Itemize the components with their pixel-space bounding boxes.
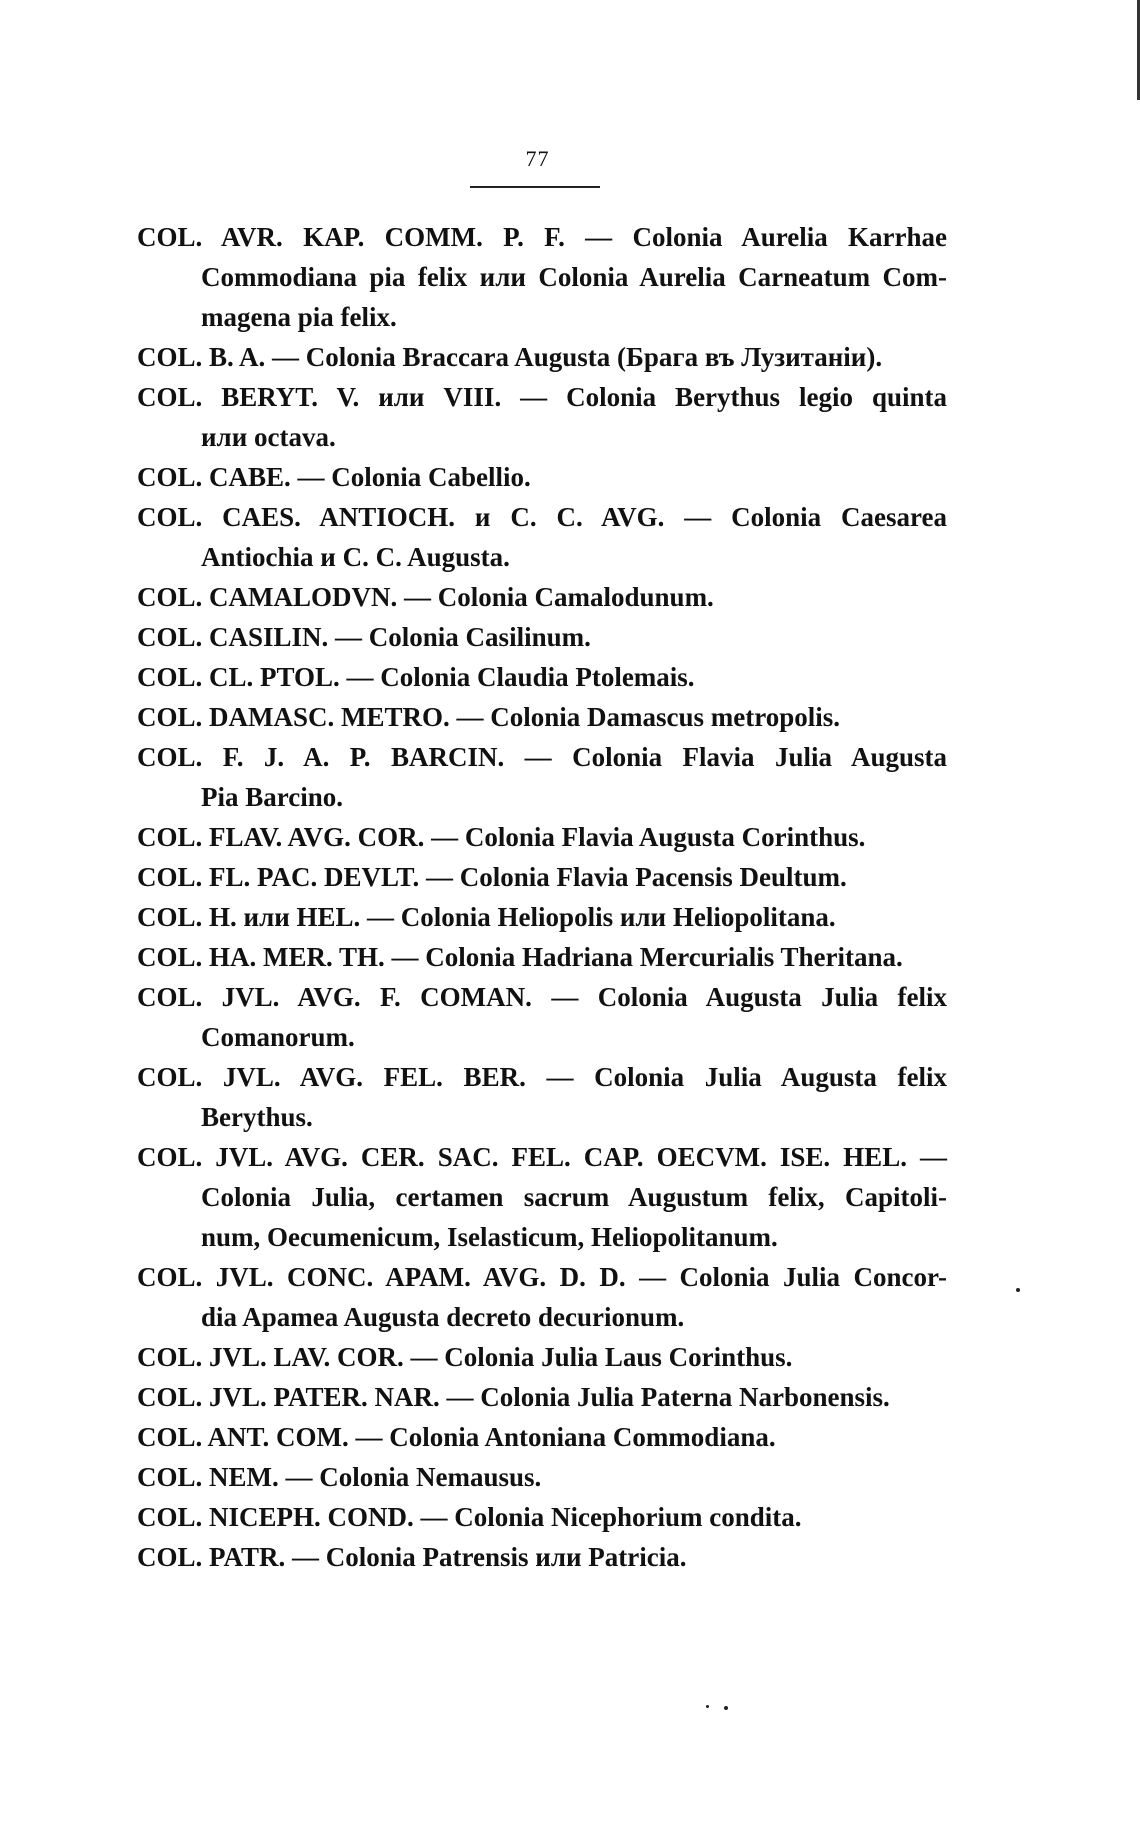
entry-line: COL. AVR. KAP. COMM. P. F. — Colonia Aurelia Karrhae bbox=[137, 222, 947, 252]
entry-line: COL. NEM. — Colonia Nemausus. bbox=[137, 1462, 542, 1492]
entry-line: COL. FLAV. AVG. COR. — Colonia Flavia Augusta Corinthus. bbox=[137, 822, 866, 852]
entry-continuation-line: dia Apamea Augusta decreto decurionum. bbox=[201, 1302, 685, 1332]
list-entry bbox=[137, 737, 947, 817]
entry-line: COL. DAMASC. METRO. — Colonia Damascus metropolis. bbox=[137, 702, 841, 732]
list-entry bbox=[137, 337, 947, 377]
abbreviation-list bbox=[137, 217, 947, 1577]
entry-line: COL. JVL. LAV. COR. — Colonia Julia Laus Corinthus. bbox=[137, 1342, 793, 1372]
entry-continuation-line: Pia Barcino. bbox=[201, 782, 344, 812]
entry-line: COL. FL. PAC. DEVLT. — Colonia Flavia Pacensis Deultum. bbox=[137, 862, 847, 892]
entry-line: COL. CASILIN. — Colonia Casilinum. bbox=[137, 622, 591, 652]
entry-line: COL. F. J. A. P. BARCIN. — Colonia Flavia Julia Augusta bbox=[137, 742, 947, 772]
entry-continuation-line: или octava. bbox=[201, 422, 336, 452]
list-entry bbox=[137, 1337, 947, 1377]
entry-line: COL. HA. MER. TH. — Colonia Hadriana Mercurialis Theritana. bbox=[137, 942, 903, 972]
print-speck bbox=[724, 1706, 728, 1710]
entry-continuation-line: num, Oecumenicum, Iselasticum, Heliopolitanum. bbox=[201, 1222, 778, 1252]
entry-line: COL. JVL. AVG. F. COMAN. — Colonia Augusta Julia felix bbox=[137, 982, 947, 1012]
list-entry bbox=[137, 937, 947, 977]
list-entry bbox=[137, 1057, 947, 1137]
list-entry bbox=[137, 1377, 947, 1417]
list-entry bbox=[137, 977, 947, 1057]
entry-line: COL. H. или HEL. — Colonia Heliopolis или Heliopolitana. bbox=[137, 902, 836, 932]
list-entry bbox=[137, 897, 947, 937]
list-entry bbox=[137, 857, 947, 897]
list-entry bbox=[137, 217, 947, 337]
entry-line: COL. CABE. — Colonia Cabellio. bbox=[137, 462, 531, 492]
entry-continuation-line: Comanorum. bbox=[201, 1022, 355, 1052]
entry-continuation-line: Commodiana pia felix или Colonia Aurelia Carneatum Com- bbox=[201, 262, 947, 292]
page-number: 77 bbox=[525, 146, 550, 171]
list-entry bbox=[137, 817, 947, 857]
entry-continuation-line: Berythus. bbox=[201, 1102, 313, 1132]
print-speck bbox=[706, 1705, 709, 1708]
entry-line: COL. CL. PTOL. — Colonia Claudia Ptolemais. bbox=[137, 662, 695, 692]
list-entry bbox=[137, 1457, 947, 1497]
list-entry bbox=[137, 1497, 947, 1537]
entry-line: COL. JVL. AVG. CER. SAC. FEL. CAP. OECVM. ISE. HEL. — bbox=[137, 1142, 947, 1172]
entry-continuation-line: Antiochia и C. C. Augusta. bbox=[201, 542, 510, 572]
list-entry bbox=[137, 697, 947, 737]
list-entry bbox=[137, 657, 947, 697]
entry-continuation-line: magena pia felix. bbox=[201, 302, 397, 332]
entry-line: COL. CAMALODVN. — Colonia Camalodunum. bbox=[137, 582, 714, 612]
print-speck bbox=[1016, 1288, 1020, 1292]
entry-continuation-line: Colonia Julia, certamen sacrum Augustum felix, Capitoli- bbox=[201, 1182, 947, 1212]
page-number-rule bbox=[470, 186, 600, 188]
list-entry bbox=[137, 457, 947, 497]
entry-line: COL. NICEPH. COND. — Colonia Nicephorium condita. bbox=[137, 1502, 802, 1532]
list-entry bbox=[137, 617, 947, 657]
entry-line: COL. ANT. COM. — Colonia Antoniana Commodiana. bbox=[137, 1422, 776, 1452]
list-entry bbox=[137, 577, 947, 617]
list-entry bbox=[137, 1137, 947, 1257]
list-entry bbox=[137, 377, 947, 457]
entry-line: COL. JVL. AVG. FEL. BER. — Colonia Julia Augusta felix bbox=[137, 1062, 947, 1092]
entry-line: COL. JVL. PATER. NAR. — Colonia Julia Paterna Narbonensis. bbox=[137, 1382, 890, 1412]
list-entry bbox=[137, 1537, 947, 1577]
entry-line: COL. PATR. — Colonia Patrensis или Patricia. bbox=[137, 1542, 687, 1572]
entry-line: COL. JVL. CONC. APAM. AVG. D. D. — Colonia Julia Concor- bbox=[137, 1262, 947, 1292]
list-entry bbox=[137, 1417, 947, 1457]
list-entry bbox=[137, 1257, 947, 1337]
entry-line: COL. B. A. — Colonia Braccara Augusta (Брага въ Лузитаніи). bbox=[137, 342, 883, 372]
entry-line: COL. BERYT. V. или VIII. — Colonia Berythus legio quinta bbox=[137, 382, 947, 412]
list-entry bbox=[137, 497, 947, 577]
entry-line: COL. CAES. ANTIOCH. и C. C. AVG. — Colonia Caesarea bbox=[137, 502, 947, 532]
